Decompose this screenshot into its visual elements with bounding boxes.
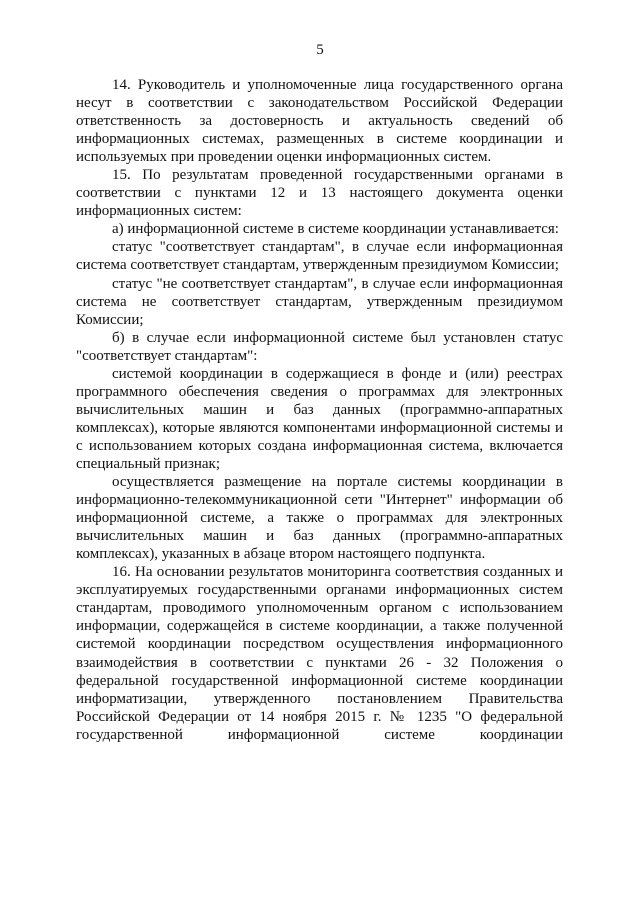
paragraph-15-a: а) информационной системе в системе координации устанавливается: [112,221,559,238]
paragraph-15-b: б) в случае если информационной системе был установлен статус "соответствует стандартам": [76,329,563,364]
paragraph-16: 16. На основании результатов мониторинга соответствия созданных и эксплуатируемых государственными органами информационных систем стандартам, проводимого уполномоченным органом с использованием информации, содержащейся в системе координации, а также полученной системой координации посредством осуществления информационного взаимодействия в соответствии с пунктами 26 - 32 Положения о федеральной государственной информационной системе координации информатизации, утвержденного постановлением Правительства Российской Федерации от 14 ноября 2015 г. № 1235 "О федеральной государственной информационной системе координации [76,564,563,743]
paragraph-status-noncompliant: статус "не соответствует стандартам", в случае если информационная система не соответствует стандартам, утвержденным президиумом Комиссии; [76,275,563,328]
paragraph-portal-publication: осуществляется размещение на портале системы координации в информационно-телекоммуникационной сети "Интернет" информации об информационной системе, а также о программах для электронных вычислительных машин и баз данных (программно-аппаратных комплексах), указанных в абзаце втором настоящего подпункта. [76,474,563,563]
page-number: 5 [316,42,324,58]
paragraph-status-compliant: статус "соответствует стандартам", в случае если информационная система соответствует стандартам, утвержденным президиумом Комиссии; [76,239,563,274]
paragraph-special-mark: системой координации в содержащиеся в фонде и (или) реестрах программного обеспечения сведения о программах для электронных вычислительных машин и баз данных (программно-аппаратных комплексах), которые являются компонентами информационной системы и с использованием которых создана информационная система, включается специальный признак; [76,365,563,472]
document-body [76,76,563,744]
paragraph-15-intro: 15. По результатам проведенной государственными органами в соответствии с пунктами 12 и 13 настоящего документа оценки информационных систем: [76,167,563,220]
paragraph-14: 14. Руководитель и уполномоченные лица государственного органа несут в соответствии с законодательством Российской Федерации ответственность за достоверность и актуальность сведений об информационных системах, размещенных в системе координации и используемых при проведении оценки информационных систем. [76,77,563,166]
